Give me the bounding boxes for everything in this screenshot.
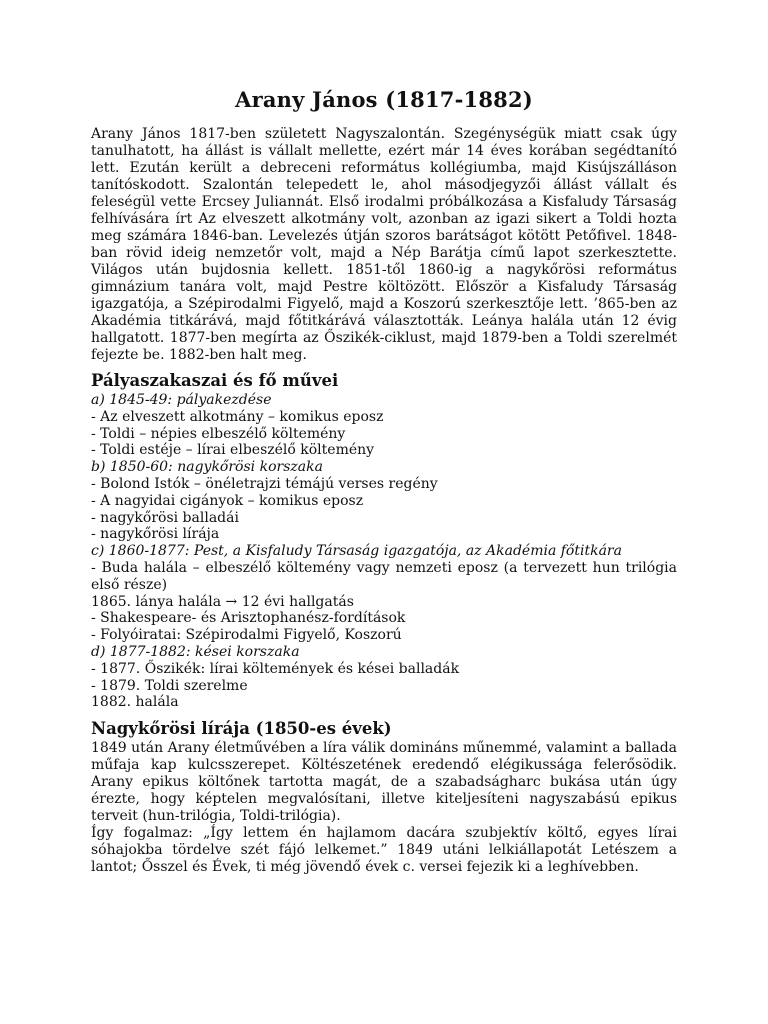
list-item: - 1879. Toldi szerelme (91, 677, 248, 694)
lyrics-paragraph-2: Így fogalmaz: „Így lettem én hajlamom dacára szubjektív költő, egyes lírai sóhajokba tördelve szét fájó lelkemet.” 1849 utáni lelkiállapotát Letészem a lantot; Ősszel és Évek, ti még jövendő évek c. versei fejezik ki a leghívebben. (91, 825, 677, 876)
list-item: - Az elveszett alkotmány – komikus eposz (91, 408, 384, 425)
section-heading-lyrics: Nagykőrösi lírája (1850-es évek) (91, 719, 392, 739)
list-item: - nagykőrösi lírája (91, 526, 220, 543)
list-item: - Buda halála – elbeszélő költemény vagy nemzeti eposz (a tervezett hun trilógia első része) (91, 559, 677, 593)
period-heading: d) 1877-1882: kései korszaka (91, 643, 300, 660)
list-item: - Toldi estéje – lírai elbeszélő költemény (91, 442, 375, 459)
document-page (91, 86, 677, 876)
list-item: - Toldi – népies elbeszélő költemény (91, 425, 346, 442)
period-heading: b) 1850-60: nagykőrösi korszaka (91, 459, 323, 476)
list-item: - Shakespeare- és Arisztophanész-fordítások (91, 610, 406, 627)
section-heading-career: Pályaszakaszai és fő művei (91, 371, 339, 390)
list-item: - Folyóiratai: Szépirodalmi Figyelő, Koszorú (91, 627, 402, 644)
list-item: - Bolond Istók – önéletrajzi témájú verses regény (91, 475, 438, 492)
list-item: 1882. halála (91, 694, 179, 711)
list-item: - nagykőrösi balladái (91, 509, 239, 526)
list-item: - 1877. Őszikék: lírai költemények és kései balladák (91, 660, 460, 677)
page-title: Arany János (1817-1882) (235, 87, 533, 112)
period-heading: a) 1845-49: pályakezdése (91, 392, 272, 408)
career-list (91, 392, 677, 711)
period-heading: c) 1860-1877: Pest, a Kisfaludy Társaság igazgatója, az Akadémia főtitkára (91, 543, 622, 560)
list-item: - A nagyidai cigányok – komikus eposz (91, 492, 364, 509)
lyrics-paragraph-1: 1849 után Arany életművében a líra válik domináns műnemmé, valamint a ballada műfaja kap kulcsszerepet. Költészetének eredendő elégikussága felerősödik. Arany epikus költőnek tartotta magát, de a szabadságharc bukása után úgy érezte, hogy képtelen megvalósítani, illetve kiteljesíteni nagyszabású epikus terveit (hun-trilógia, Toldi-trilógia). (91, 740, 677, 825)
intro-paragraph: Arany János 1817-ben született Nagyszalontán. Szegénységük miatt csak úgy tanulhatott, ha állást is vállalt mellette, ezért már 14 éves korában segédtanító lett. Ezután került a debreceni református kollégiumba, majd Kisújszálláson tanítóskodott. Szalontán telepedett le, ahol másodjegyzői állást vállalt és feleségül vette Ercsey Juliannát. Első irodalmi próbálkozása a Kisfaludy Társaság felhívására írt Az elveszett alkotmány volt, azonban az igazi sikert a Toldi hozta meg számára 1846-ban. Levelezés útján szoros barátságot kötött Petőfivel. 1848-ban rövid ideig nemzetőr volt, majd a Nép Barátja című lapot szerkesztette. Világos után bujdosnia kellett. 1851-től 1860-ig a nagykőrösi református gimnázium tanára volt, majd Pestre költözött. Először a Kisfaludy Társaság igazgatója, a Szépirodalmi Figyelő, majd a Koszorú szerkesztője lett. ’865-ben az Akadémia titkárává, majd főtitkárává választották. Leánya halála után 12 évig hallgatott. 1877-ben megírta az Őszikék-ciklust, majd 1879-ben a Toldi szerelmét fejezte be. 1882-ben halt meg. (91, 126, 677, 363)
list-item: 1865. lánya halála → 12 évi hallgatás (91, 593, 354, 610)
